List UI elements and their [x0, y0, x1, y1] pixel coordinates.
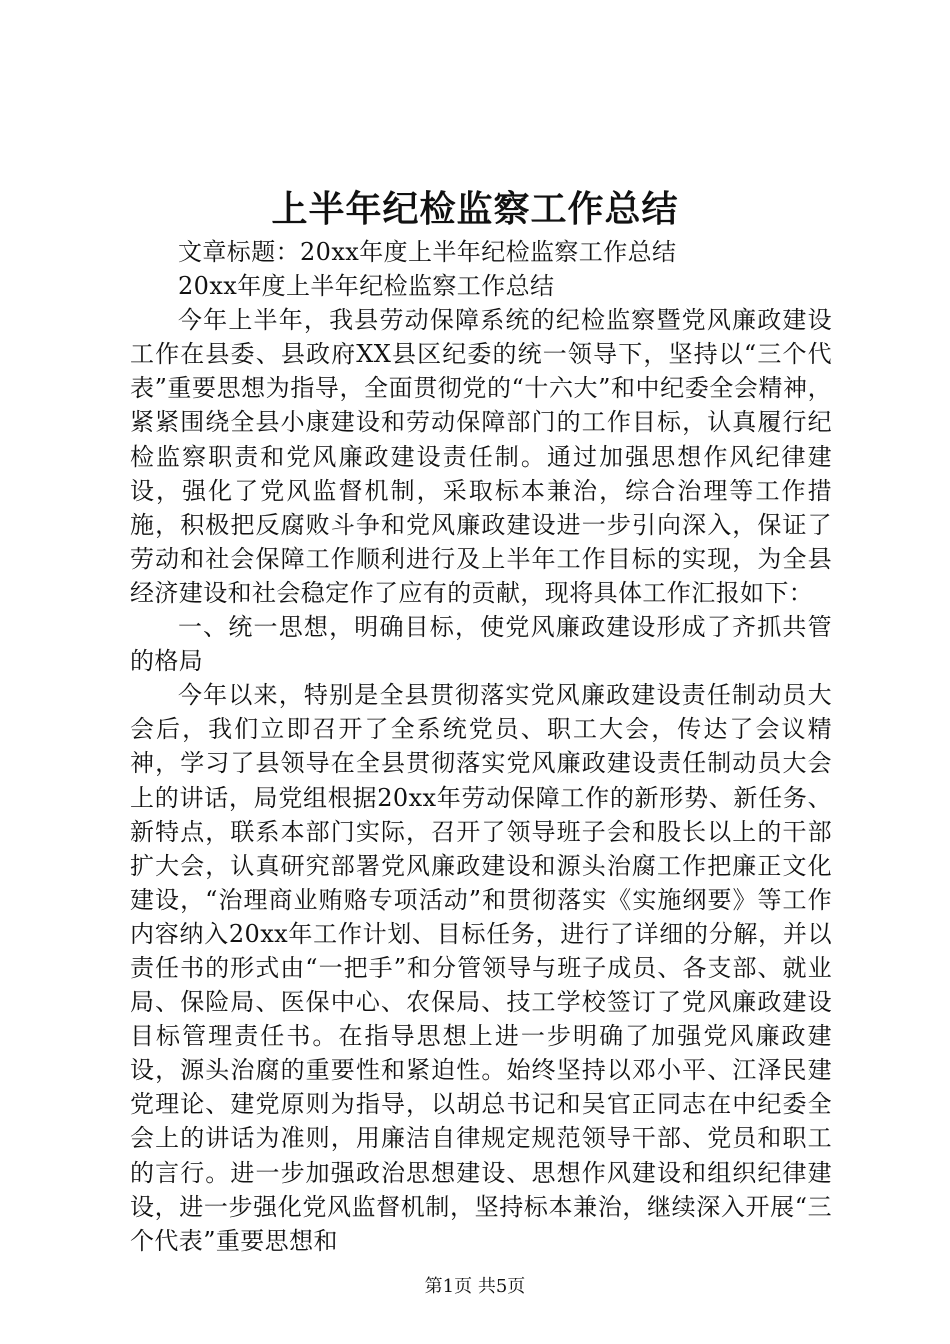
subtitle-line: 20xx年度上半年纪检监察工作总结: [178, 272, 555, 301]
page-footer: 第1页 共5页: [424, 1276, 526, 1297]
article-title-line: 文章标题：20xx年度上半年纪检监察工作总结: [178, 238, 677, 266]
body-paragraph: 今年以来，特别是全县贯彻落实党风廉政建设责任制动员大会后，我们立即召开了全系统党员、职工大会，传达了会议精神，学习了县领导在全县贯彻落实党风廉政建设责任制动员大会上的讲话，局党组根据20xx年劳动保障工作的新形势、新任务、新特点，联系本部门实际，召开了领导班子会和股长以上的干部扩大会，认真研究部署党风廉政建设和源头治腐工作把廉正文化建设，“治理商业贿赂专项活动”和贯彻落实《实施纲要》等工作内容纳入20xx年工作计划、目标任务，进行了详细的分解，并以责任书的形式由“一把手”和分管领导与班子成员、各支部、就业局、保险局、医保中心、农保局、技工学校签订了党风廉政建设目标管理责任书。在指导思想上进一步明确了加强党风廉政建设，源头治腐的重要性和紧迫性。始终坚持以邓小平、江泽民建党理论、建党原则为指导，以胡总书记和吴官正同志在中纪委全会上的讲话为准则，用廉洁自律规定规范领导干部、党员和职工的言行。进一步加强政治思想建设、思想作风建设和组织纪律建设，进一步强化党风监督机制，坚持标本兼治，继续深入开展“三个代表”重要思想和: [130, 681, 832, 1255]
document-title: 上半年纪检监察工作总结: [271, 188, 679, 230]
document-body: [130, 235, 832, 1258]
intro-paragraph: 今年上半年，我县劳动保障系统的纪检监察暨党风廉政建设工作在县委、县政府XX县区纪委的统一领导下，坚持以“三个代表”重要思想为指导，全面贯彻党的“十六大”和中纪委全会精神，紧紧围绕全县小康建设和劳动保障部门的工作目标，认真履行纪检监察职责和党风廉政建设责任制。通过加强思想作风纪律建设，强化了党风监督机制，采取标本兼治，综合治理等工作措施，积极把反腐败斗争和党风廉政建设进一步引向深入，保证了劳动和社会保障工作顺利进行及上半年工作目标的实现，为全县经济建设和社会稳定作了应有的贡献，现将具体工作汇报如下：: [130, 306, 832, 607]
section-heading: 一、统一思想，明确目标，使党风廉政建设形成了齐抓共管的格局: [130, 613, 832, 676]
